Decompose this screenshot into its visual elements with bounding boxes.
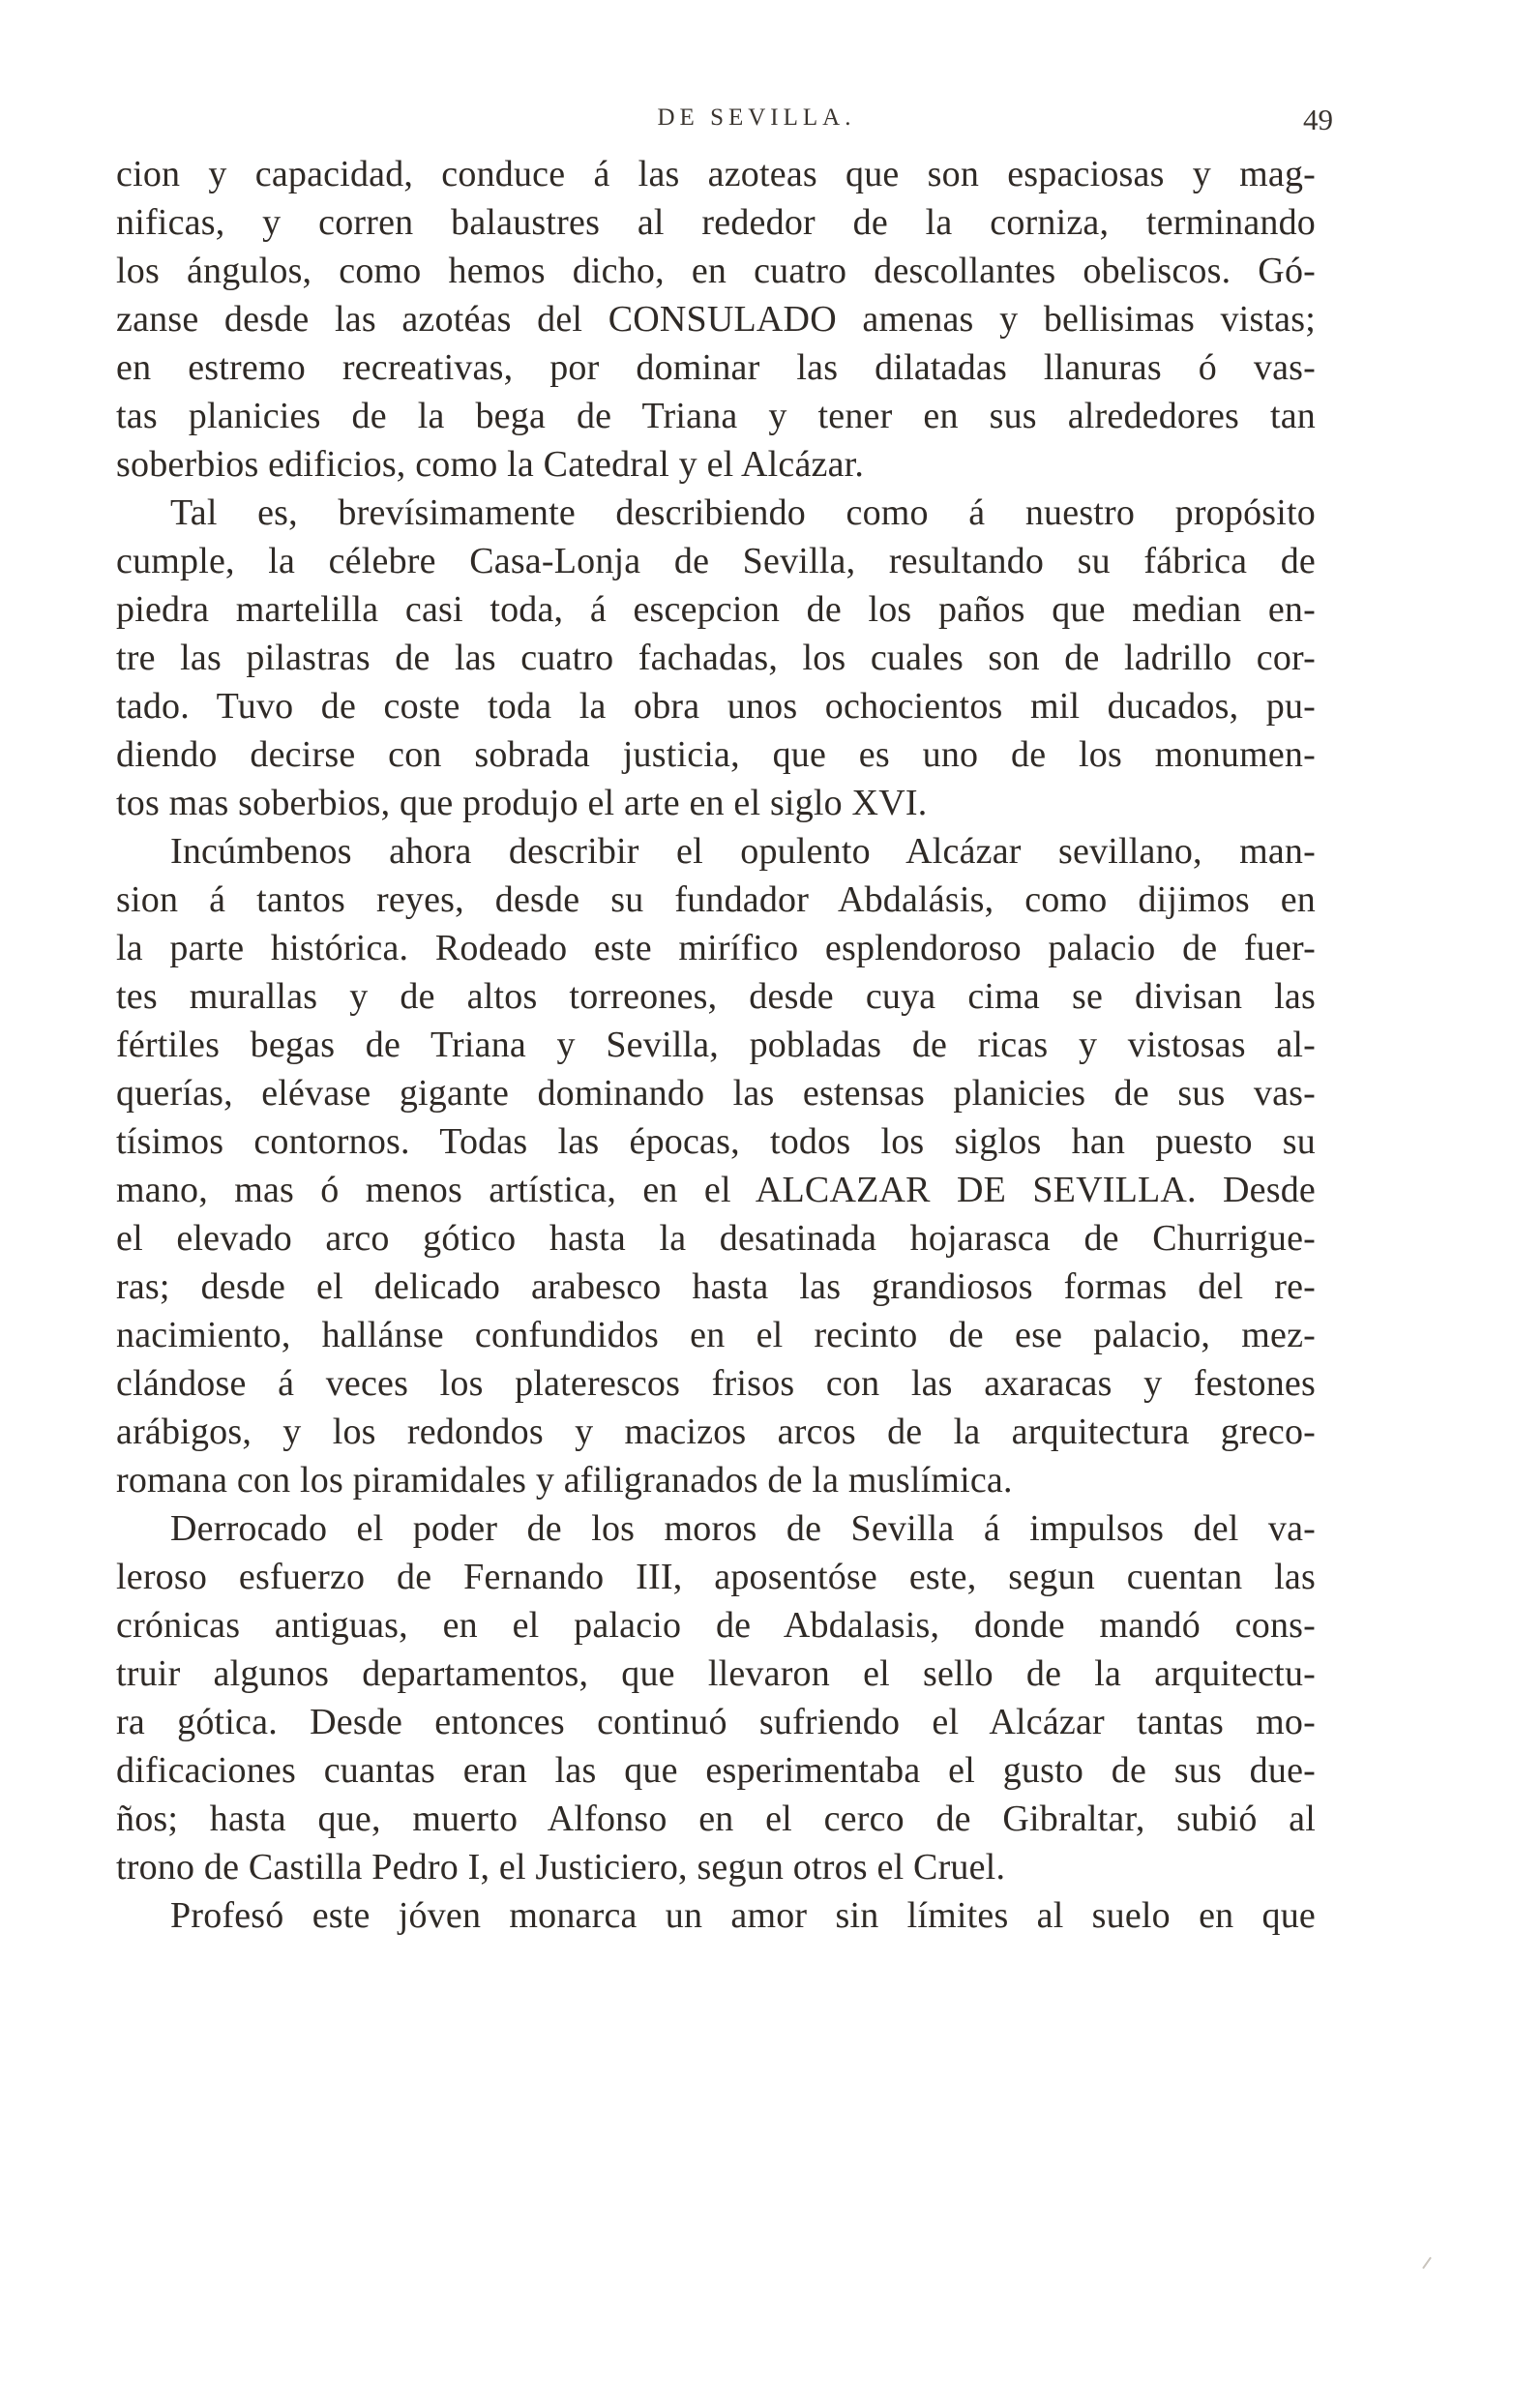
text-line: cumple, la célebre Casa-Lonja de Sevilla, resultando su fábrica de <box>116 541 1316 581</box>
text-line: el elevado arco gótico hasta la desatinada hojarasca de Churrigue- <box>116 1218 1316 1259</box>
text-line: nificas, y corren balaustres al rededor de la corniza, terminando <box>116 202 1316 243</box>
text-line: nacimiento, hallánse confundidos en el recinto de ese palacio, mez- <box>116 1315 1316 1355</box>
text-line: romana con los piramidales y afiligranados de la muslímica. <box>116 1460 1013 1501</box>
text-line: piedra martelilla casi toda, á escepcion de los paños que median en- <box>116 589 1316 630</box>
text-line: ños; hasta que, muerto Alfonso en el cerco de Gibraltar, subió al <box>116 1799 1316 1839</box>
text-line: tas planicies de la bega de Triana y tener en sus alrededores tan <box>116 396 1316 436</box>
text-line: arábigos, y los redondos y macizos arcos de la arquitectura greco- <box>116 1412 1316 1452</box>
text-line: en estremo recreativas, por dominar las dilatadas llanuras ó vas- <box>116 347 1316 388</box>
text-line: fértiles begas de Triana y Sevilla, pobladas de ricas y vistosas al- <box>116 1025 1316 1065</box>
text-line: sion á tantos reyes, desde su fundador Abdalásis, como dijimos en <box>116 879 1316 920</box>
running-head: DE SEVILLA. <box>657 104 856 131</box>
text-line: tísimos contornos. Todas las épocas, todos los siglos han puesto su <box>116 1121 1316 1162</box>
page-number: 49 <box>1303 103 1333 136</box>
text-line: Tal es, brevísimamente describiendo como á nuestro propósito <box>170 492 1316 533</box>
text-line: Derrocado el poder de los moros de Sevilla á impulsos del va- <box>170 1508 1316 1549</box>
text-line: Profesó este jóven monarca un amor sin límites al suelo en que <box>170 1895 1316 1936</box>
paper-speck <box>1422 2257 1432 2270</box>
text-line: leroso esfuerzo de Fernando III, aposentóse este, segun cuentan las <box>116 1557 1316 1597</box>
text-line: la parte histórica. Rodeado este mirífico esplendoroso palacio de fuer- <box>116 928 1316 968</box>
text-line: ra gótica. Desde entonces continuó sufriendo el Alcázar tantas mo- <box>116 1702 1316 1742</box>
text-line: zanse desde las azotéas del CONSULADO amenas y bellisimas vistas; <box>116 299 1316 340</box>
text-line: crónicas antiguas, en el palacio de Abdalasis, donde mandó cons- <box>116 1605 1316 1646</box>
text-line: mano, mas ó menos artística, en el ALCAZAR DE SEVILLA. Desde <box>116 1170 1316 1210</box>
text-line: dificaciones cuantas eran las que esperimentaba el gusto de sus due- <box>116 1750 1316 1791</box>
text-line: truir algunos departamentos, que llevaron el sello de la arquitectu- <box>116 1653 1316 1694</box>
body-text <box>116 150 1316 1940</box>
text-line: tos mas soberbios, que produjo el arte en el siglo XVI. <box>116 783 928 823</box>
text-line: clándose á veces los platerescos frisos con las axaracas y festones <box>116 1363 1316 1404</box>
text-line: querías, elévase gigante dominando las estensas planicies de sus vas- <box>116 1073 1316 1114</box>
text-line: tado. Tuvo de coste toda la obra unos ochocientos mil ducados, pu- <box>116 686 1316 727</box>
text-line: tre las pilastras de las cuatro fachadas, los cuales son de ladrillo cor- <box>116 638 1316 678</box>
text-line: cion y capacidad, conduce á las azoteas que son espaciosas y mag- <box>116 154 1316 194</box>
text-line: ras; desde el delicado arabesco hasta las grandiosos formas del re- <box>116 1266 1316 1307</box>
text-line: tes murallas y de altos torreones, desde cuya cima se divisan las <box>116 976 1316 1017</box>
text-line: soberbios edificios, como la Catedral y el Alcázar. <box>116 444 865 485</box>
text-line: diendo decirse con sobrada justicia, que es uno de los monumen- <box>116 734 1316 775</box>
text-line: Incúmbenos ahora describir el opulento Alcázar sevillano, man- <box>170 831 1316 872</box>
text-line: los ángulos, como hemos dicho, en cuatro descollantes obeliscos. Gó- <box>116 251 1316 291</box>
text-line: trono de Castilla Pedro I, el Justiciero, segun otros el Cruel. <box>116 1847 1006 1888</box>
page-header <box>0 104 1513 143</box>
